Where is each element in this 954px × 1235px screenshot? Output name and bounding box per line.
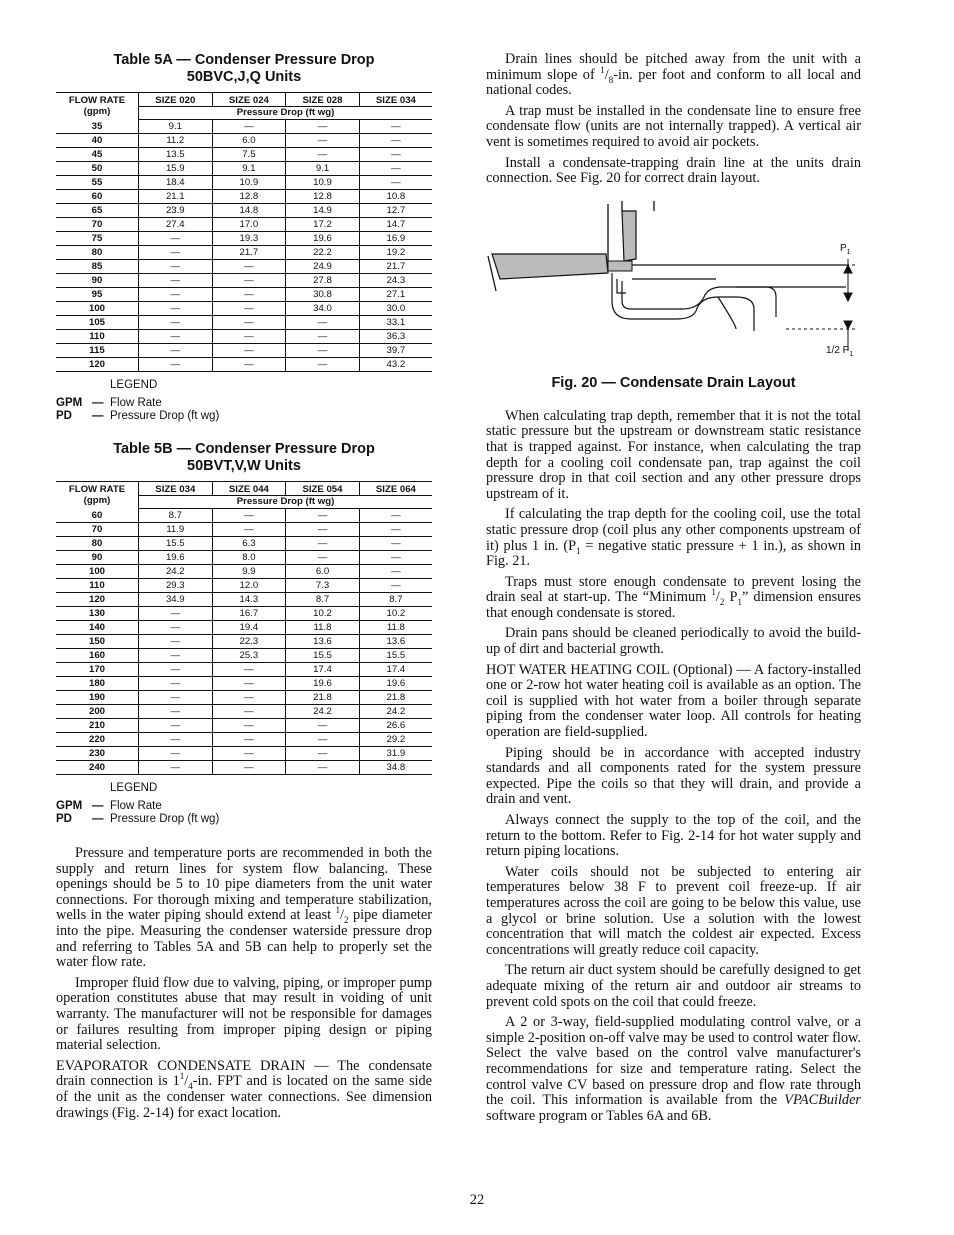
pressure-drop-cell: 7.5: [212, 148, 286, 162]
pressure-drop-cell: 19.6: [286, 232, 360, 246]
pressure-drop-cell: 24.9: [286, 260, 360, 274]
table-row: [56, 649, 432, 663]
pressure-drop-cell: 11.9: [139, 523, 213, 537]
drain-pipe: [612, 265, 846, 331]
pressure-drop-cell: —: [212, 677, 286, 691]
flow-rate-cell: 210: [56, 719, 139, 733]
pressure-drop-cell: —: [139, 288, 213, 302]
pressure-drop-cell: 13.5: [139, 148, 213, 162]
flow-rate-cell: 60: [56, 190, 139, 204]
table-row: [56, 218, 432, 232]
flow-rate-cell: 120: [56, 358, 139, 372]
pressure-drop-cell: —: [286, 551, 360, 565]
pressure-drop-cell: 26.6: [359, 719, 432, 733]
table-row: [56, 330, 432, 344]
half-p1-label: 1/2 $P_1$: [826, 344, 854, 358]
pressure-drop-cell: 24.2: [359, 705, 432, 719]
pressure-drop-cell: —: [139, 607, 213, 621]
legend-abbr: GPM: [56, 397, 83, 409]
pressure-drop-cell: —: [286, 719, 360, 733]
table-row: [56, 551, 432, 565]
pressure-drop-cell: 11.8: [359, 621, 432, 635]
pressure-drop-cell: —: [212, 719, 286, 733]
flow-rate-header: FLOW RATE (gpm): [56, 482, 139, 509]
pressure-drop-cell: 15.5: [286, 649, 360, 663]
table-row: [56, 316, 432, 330]
flow-rate-cell: 130: [56, 607, 139, 621]
pressure-drop-cell: 8.7: [359, 593, 432, 607]
pressure-drop-cell: 16.7: [212, 607, 286, 621]
flow-rate-cell: 180: [56, 677, 139, 691]
pressure-drop-cell: —: [212, 761, 286, 775]
paragraph: A trap must be installed in the condensate line to ensure free condensate flow (units are not internally trapped). A vertical air vent is sometimes required to avoid air pockets.: [486, 102, 861, 150]
pan-wall: [622, 211, 636, 261]
table-row: [56, 134, 432, 148]
pressure-drop-cell: —: [286, 358, 360, 372]
pressure-drop-cell: 39.7: [359, 344, 432, 358]
pressure-drop-cell: —: [212, 509, 286, 523]
pressure-drop-subheader: Pressure Drop (ft wg): [139, 496, 433, 509]
pressure-drop-cell: —: [139, 316, 213, 330]
legend-title: LEGEND: [110, 782, 158, 794]
flow-rate-cell: 45: [56, 148, 139, 162]
paragraph: Install a condensate-trapping drain line at the units drain connection. See Fig. 20 for correct drain layout.: [486, 154, 861, 187]
pressure-drop-cell: —: [359, 551, 432, 565]
table-row: [56, 162, 432, 176]
paragraph: EVAPORATOR CONDENSATE DRAIN — The condensate drain connection is $1^1/_4-in$. FPT and is located on the same side of the unit as the condenser water connections. See dimension drawings (Fig. 2-14) for exact location.: [56, 1057, 432, 1121]
pressure-drop-cell: —: [139, 663, 213, 677]
pressure-drop-cell: 25.3: [212, 649, 286, 663]
pressure-drop-cell: —: [359, 134, 432, 148]
flow-rate-cell: 90: [56, 274, 139, 288]
table-row: [56, 260, 432, 274]
dimension-marks: [786, 259, 856, 351]
table-row: [56, 663, 432, 677]
table-row: [56, 593, 432, 607]
pressure-drop-cell: 8.0: [212, 551, 286, 565]
pressure-drop-cell: 9.1: [139, 120, 213, 134]
pressure-drop-cell: —: [212, 691, 286, 705]
pressure-drop-cell: 7.3: [286, 579, 360, 593]
pressure-drop-cell: —: [212, 274, 286, 288]
paragraph: Always connect the supply to the top of the coil, and the return to the bottom. Refer to Fig. 2-14 for hot water supply and return piping locations.: [486, 812, 861, 860]
pressure-drop-cell: 11.2: [139, 134, 213, 148]
table-row: [56, 719, 432, 733]
pressure-drop-cell: 21.7: [359, 260, 432, 274]
pressure-drop-cell: 34.0: [286, 302, 360, 316]
pressure-drop-cell: 17.2: [286, 218, 360, 232]
pressure-drop-cell: 8.7: [286, 593, 360, 607]
flow-rate-cell: 230: [56, 747, 139, 761]
table-5b-title: Table 5B — Condenser Pressure Drop 50BVT,V,W Units: [113, 441, 375, 474]
pressure-drop-cell: —: [286, 733, 360, 747]
flow-rate-cell: 170: [56, 663, 139, 677]
pressure-drop-cell: 24.3: [359, 274, 432, 288]
pressure-drop-cell: 21.7: [212, 246, 286, 260]
pressure-drop-cell: —: [139, 691, 213, 705]
table-row: [56, 537, 432, 551]
paragraph: Piping should be in accordance with accepted industry standards and all components rated for the system pressure expected. Pipe the coils so that they will drain, and provide a drain and vent.: [486, 744, 861, 808]
flow-rate-cell: 190: [56, 691, 139, 705]
pressure-drop-cell: 10.9: [286, 176, 360, 190]
pressure-drop-cell: —: [359, 579, 432, 593]
pressure-drop-cell: —: [139, 358, 213, 372]
pressure-drop-cell: 6.3: [212, 537, 286, 551]
pressure-drop-cell: 15.5: [359, 649, 432, 663]
pressure-drop-cell: 30.0: [359, 302, 432, 316]
pressure-drop-cell: 33.1: [359, 316, 432, 330]
pressure-drop-cell: 30.8: [286, 288, 360, 302]
flow-rate-cell: 70: [56, 523, 139, 537]
table-row: [56, 274, 432, 288]
pressure-drop-cell: 12.0: [212, 579, 286, 593]
pressure-drop-cell: 6.0: [286, 565, 360, 579]
table-row: [56, 302, 432, 316]
left-column: [56, 52, 432, 1126]
table-row: [56, 761, 432, 775]
size-header: SIZE 028: [286, 93, 360, 107]
right-column: [486, 52, 861, 1129]
table-row: [56, 204, 432, 218]
pressure-drop-cell: —: [359, 148, 432, 162]
legend-5a: LEGEND GPM — Flow Rate PD — Pressure Drop (ft wg): [56, 379, 432, 423]
pressure-drop-cell: 27.8: [286, 274, 360, 288]
table-row: [56, 579, 432, 593]
pressure-drop-cell: —: [286, 537, 360, 551]
flow-rate-cell: 100: [56, 565, 139, 579]
table-row: [56, 190, 432, 204]
pressure-drop-cell: —: [139, 246, 213, 260]
flow-rate-cell: 35: [56, 120, 139, 134]
left-body-text: [56, 846, 432, 1121]
flow-rate-cell: 120: [56, 593, 139, 607]
pressure-drop-cell: 10.2: [286, 607, 360, 621]
pipe-inner: [622, 281, 776, 317]
pressure-drop-cell: 9.1: [212, 162, 286, 176]
table-row: [56, 148, 432, 162]
pressure-drop-cell: 19.4: [212, 621, 286, 635]
pressure-drop-cell: —: [286, 523, 360, 537]
flow-rate-cell: 115: [56, 344, 139, 358]
paragraph: HOT WATER HEATING COIL (Optional) — A factory-installed one or 2-row hot water heating coil is available as an option. The coil is supplied with hot water from a boiler through separate piping from the condenser water loop. All controls for heating operation are field-supplied.: [486, 661, 861, 741]
pressure-drop-cell: —: [359, 537, 432, 551]
pressure-drop-cell: 27.1: [359, 288, 432, 302]
pressure-drop-cell: 22.2: [286, 246, 360, 260]
table-row: [56, 635, 432, 649]
table-row: [56, 677, 432, 691]
pressure-drop-cell: —: [359, 509, 432, 523]
pressure-drop-cell: 21.8: [359, 691, 432, 705]
pressure-drop-cell: 34.9: [139, 593, 213, 607]
flow-rate-cell: 80: [56, 537, 139, 551]
pressure-drop-cell: 16.9: [359, 232, 432, 246]
legend-text: Pressure Drop (ft wg): [110, 410, 220, 422]
figure-caption: Fig. 20 — Condensate Drain Layout: [551, 374, 796, 391]
legend-5b: LEGEND GPM — Flow Rate PD — Pressure Drop (ft wg): [56, 782, 432, 826]
pressure-drop-cell: 11.8: [286, 621, 360, 635]
pressure-drop-cell: 27.4: [139, 218, 213, 232]
pressure-drop-cell: —: [139, 344, 213, 358]
size-header: SIZE 054: [286, 482, 360, 496]
table-row: [56, 691, 432, 705]
flow-rate-cell: 75: [56, 232, 139, 246]
pressure-drop-cell: —: [212, 705, 286, 719]
table-5b: [56, 481, 432, 775]
pressure-drop-cell: 17.4: [359, 663, 432, 677]
pressure-drop-cell: —: [286, 344, 360, 358]
pressure-drop-cell: —: [359, 162, 432, 176]
pressure-drop-cell: 34.8: [359, 761, 432, 775]
pressure-drop-cell: 14.8: [212, 204, 286, 218]
table-row: [56, 344, 432, 358]
pressure-drop-cell: —: [359, 565, 432, 579]
pressure-drop-cell: —: [212, 302, 286, 316]
pressure-drop-cell: 19.2: [359, 246, 432, 260]
pressure-drop-cell: 23.9: [139, 204, 213, 218]
pressure-drop-cell: 19.6: [286, 677, 360, 691]
table-row: [56, 246, 432, 260]
pressure-drop-cell: 31.9: [359, 747, 432, 761]
pressure-drop-cell: 18.4: [139, 176, 213, 190]
pressure-drop-cell: —: [286, 120, 360, 134]
pressure-drop-subheader: Pressure Drop (ft wg): [139, 107, 433, 120]
legend-text: Pressure Drop (ft wg): [110, 813, 220, 825]
pressure-drop-cell: —: [212, 344, 286, 358]
size-header: SIZE 020: [139, 93, 213, 107]
pressure-drop-cell: 13.6: [286, 635, 360, 649]
pressure-drop-cell: —: [139, 649, 213, 663]
legend-title: LEGEND: [110, 379, 158, 391]
pressure-drop-cell: 17.4: [286, 663, 360, 677]
pressure-drop-cell: 9.1: [286, 162, 360, 176]
flow-rate-cell: 65: [56, 204, 139, 218]
pressure-drop-cell: —: [212, 523, 286, 537]
pressure-drop-cell: 14.7: [359, 218, 432, 232]
pressure-drop-cell: —: [286, 148, 360, 162]
flow-rate-cell: 40: [56, 134, 139, 148]
pressure-drop-cell: —: [139, 621, 213, 635]
pan-lip: [608, 261, 632, 271]
pressure-drop-cell: —: [139, 260, 213, 274]
paragraph: The return air duct system should be carefully designed to get adequate mixing of the return air and outdoor air streams to prevent cold spots on the coil that could freeze.: [486, 962, 861, 1010]
table-row: [56, 705, 432, 719]
page-number: 22: [469, 1192, 485, 1208]
pressure-drop-cell: —: [139, 677, 213, 691]
table-row: [56, 747, 432, 761]
paragraph: Improper fluid flow due to valving, piping, or improper pump operation constitutes abuse that may result in voiding of unit warranty. The manufacturer will not be responsible for damages or failures resulting from improper piping design or piping material selection.: [56, 974, 432, 1054]
size-header: SIZE 024: [212, 93, 286, 107]
pressure-drop-cell: 43.2: [359, 358, 432, 372]
table-5a: [56, 92, 432, 372]
pressure-drop-cell: —: [212, 747, 286, 761]
pressure-drop-cell: —: [286, 134, 360, 148]
paragraph: When calculating trap depth, remember that it is not the total static pressure but the upstream or downstream static resistance that is trapped against. For instance, when calculating the trap depth for a cooling coil condensate pan, trap against the coil pressure drop in that coil section and any other pressure drops upstream of it.: [486, 407, 861, 502]
flow-rate-cell: 55: [56, 176, 139, 190]
pressure-drop-cell: 15.5: [139, 537, 213, 551]
flow-rate-cell: 220: [56, 733, 139, 747]
pressure-drop-cell: 13.6: [359, 635, 432, 649]
paragraph: Drain lines should be pitched away from the unit with a minimum slope of $^1/_8-in$. per foot and conform to all local and national codes.: [486, 51, 862, 99]
legend-text: Flow Rate: [110, 800, 162, 812]
table-row: [56, 523, 432, 537]
pressure-drop-cell: 22.3: [212, 635, 286, 649]
pressure-drop-cell: —: [139, 274, 213, 288]
pressure-drop-cell: 36.3: [359, 330, 432, 344]
flow-rate-cell: 80: [56, 246, 139, 260]
pressure-drop-cell: —: [212, 288, 286, 302]
flow-rate-cell: 140: [56, 621, 139, 635]
table-5a-title: Table 5A — Condenser Pressure Drop 50BVC,J,Q Units: [113, 52, 375, 85]
pressure-drop-cell: —: [139, 733, 213, 747]
pressure-drop-cell: —: [212, 120, 286, 134]
pressure-drop-cell: —: [212, 330, 286, 344]
pressure-drop-cell: —: [139, 705, 213, 719]
flow-rate-cell: 160: [56, 649, 139, 663]
pressure-drop-cell: 21.8: [286, 691, 360, 705]
paragraph: Traps must store enough condensate to prevent losing the drain seal at start-up. The “Minimum $^1/_2$ $P_1$” dimension ensures that enough condensate is stored.: [486, 573, 861, 621]
legend-abbr: PD: [56, 813, 72, 825]
pressure-drop-cell: —: [286, 747, 360, 761]
pressure-drop-cell: —: [359, 120, 432, 134]
pressure-drop-cell: —: [359, 176, 432, 190]
pressure-drop-cell: —: [139, 330, 213, 344]
pressure-drop-cell: 29.2: [359, 733, 432, 747]
condensate-drain-diagram: [486, 201, 861, 371]
paragraph: A 2 or 3-way, field-supplied modulating control valve, or a simple 2-position on-off valve may be used to control water flow. Select the valve based on the control valve manufacturer's recommendations for size and temperature rating. Select the control valve CV based on pressure drop and flow rate through the coil. This information is available from the VPACBuilder software program or Tables 6A and 6B.: [486, 1014, 861, 1124]
table-row: [56, 120, 432, 134]
pressure-drop-cell: 14.3: [212, 593, 286, 607]
pressure-drop-cell: 12.8: [286, 190, 360, 204]
pressure-drop-cell: 8.7: [139, 509, 213, 523]
pressure-drop-cell: 17.0: [212, 218, 286, 232]
p1-label: $P_1$: [840, 242, 851, 256]
flow-rate-cell: 70: [56, 218, 139, 232]
pressure-drop-cell: 21.1: [139, 190, 213, 204]
pressure-drop-cell: 15.9: [139, 162, 213, 176]
pressure-drop-cell: 10.2: [359, 607, 432, 621]
pressure-drop-cell: —: [139, 761, 213, 775]
flow-rate-cell: 95: [56, 288, 139, 302]
paragraph: If calculating the trap depth for the cooling coil, use the total static pressure drop (coil plus any other components upstream of it) plus 1 in. ($P_1$ = negative static pressure + 1 in.), as shown in Fig. 21.: [486, 506, 861, 570]
table-row: [56, 733, 432, 747]
flow-rate-cell: 60: [56, 509, 139, 523]
pressure-drop-cell: 19.6: [359, 677, 432, 691]
size-header: SIZE 064: [359, 482, 432, 496]
flow-rate-cell: 100: [56, 302, 139, 316]
pressure-drop-cell: —: [212, 663, 286, 677]
flow-rate-cell: 85: [56, 260, 139, 274]
paragraph: Water coils should not be subjected to entering air temperatures below 38 F to prevent coil freeze-up. If air temperatures across the coil are going to be below this value, use a glycol or brine solution. Use a solution with the lowest concentration that will match the coldest air expected. Excess concentrations will greatly reduce coil capacity.: [486, 863, 861, 958]
pressure-drop-cell: —: [212, 316, 286, 330]
table-row: [56, 621, 432, 635]
drain-pan: [492, 211, 636, 279]
pressure-drop-cell: —: [139, 232, 213, 246]
table-row: [56, 358, 432, 372]
pressure-drop-cell: —: [212, 358, 286, 372]
table-row: [56, 607, 432, 621]
pressure-drop-cell: 24.2: [139, 565, 213, 579]
size-header: SIZE 044: [212, 482, 286, 496]
paragraph: Pressure and temperature ports are recommended in both the supply and return lines for system flow balancing. These openings should be 5 to 10 pipe diameters from the unit water connections. For thorough mixing and temperature stabilization, wells in the water piping should extend at least $^1/_2$ pipe diameter into the pipe. Measuring the condenser waterside pressure drop and referring to Tables 5A and 5B can help to properly set the water flow rate.: [56, 845, 432, 971]
pressure-drop-cell: 29.3: [139, 579, 213, 593]
flow-rate-cell: 150: [56, 635, 139, 649]
flow-rate-cell: 110: [56, 579, 139, 593]
table-row: [56, 565, 432, 579]
pressure-drop-cell: 19.6: [139, 551, 213, 565]
pressure-drop-cell: 14.9: [286, 204, 360, 218]
legend-abbr: GPM: [56, 800, 83, 812]
size-header: SIZE 034: [359, 93, 432, 107]
pressure-drop-cell: —: [139, 635, 213, 649]
pressure-drop-cell: 24.2: [286, 705, 360, 719]
table-row: [56, 288, 432, 302]
pressure-drop-cell: 12.8: [212, 190, 286, 204]
legend-text: Flow Rate: [110, 397, 162, 409]
pressure-drop-cell: —: [212, 733, 286, 747]
flow-rate-cell: 50: [56, 162, 139, 176]
pressure-drop-cell: —: [286, 316, 360, 330]
pressure-drop-cell: 10.9: [212, 176, 286, 190]
flow-rate-cell: 90: [56, 551, 139, 565]
pressure-drop-cell: 12.7: [359, 204, 432, 218]
trap-curve: [718, 297, 736, 329]
pressure-drop-cell: 9.9: [212, 565, 286, 579]
flow-rate-cell: 200: [56, 705, 139, 719]
flow-rate-cell: 240: [56, 761, 139, 775]
pressure-drop-cell: —: [139, 302, 213, 316]
flow-rate-cell: 110: [56, 330, 139, 344]
table-row: [56, 509, 432, 523]
table-row: [56, 176, 432, 190]
pressure-drop-cell: —: [139, 747, 213, 761]
pressure-drop-cell: —: [359, 523, 432, 537]
pressure-drop-cell: —: [212, 260, 286, 274]
pressure-drop-cell: 6.0: [212, 134, 286, 148]
size-header: SIZE 034: [139, 482, 213, 496]
flow-rate-cell: 105: [56, 316, 139, 330]
table-row: [56, 232, 432, 246]
paragraph: Drain pans should be cleaned periodically to avoid the build-up of dirt and bacterial growth.: [486, 625, 861, 658]
pan-base: [492, 254, 608, 279]
flow-rate-header: FLOW RATE (gpm): [56, 93, 139, 120]
pressure-drop-cell: —: [286, 761, 360, 775]
pressure-drop-cell: —: [286, 509, 360, 523]
pressure-drop-cell: 19.3: [212, 232, 286, 246]
pressure-drop-cell: —: [139, 719, 213, 733]
pressure-drop-cell: —: [286, 330, 360, 344]
legend-abbr: PD: [56, 410, 72, 422]
pressure-drop-cell: 10.8: [359, 190, 432, 204]
